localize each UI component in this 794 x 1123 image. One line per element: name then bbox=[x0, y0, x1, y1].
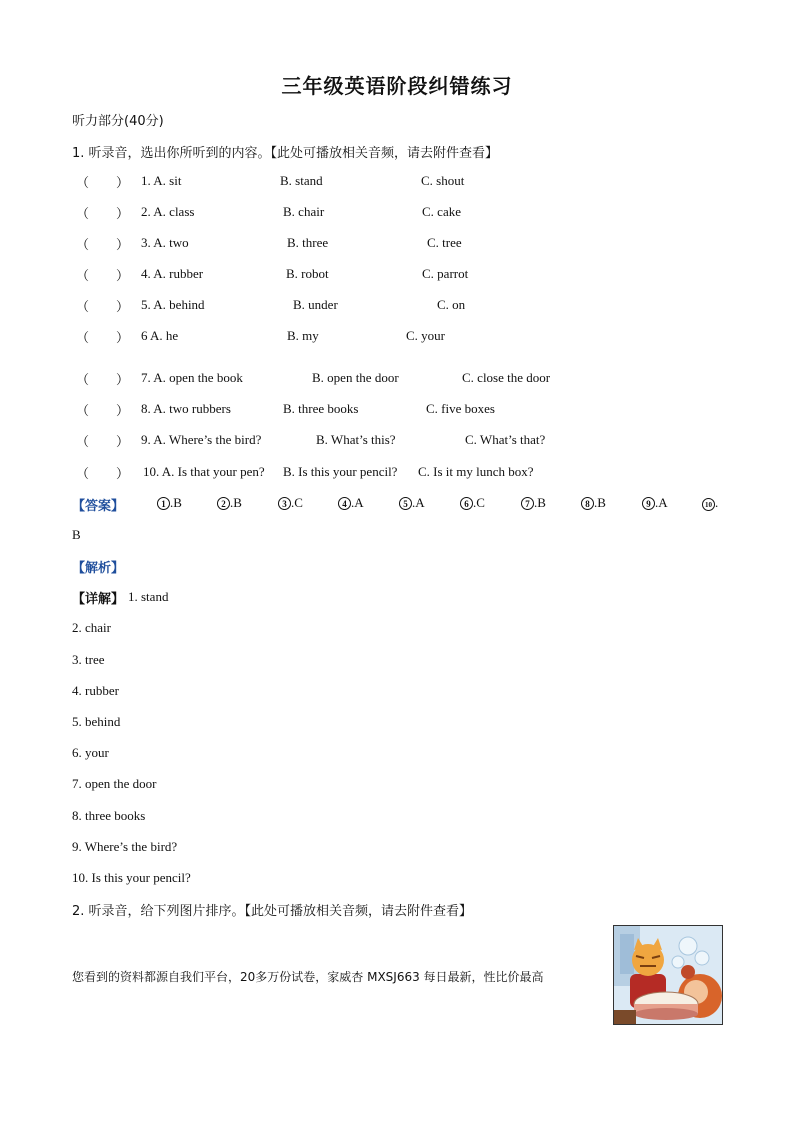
answer-paren-open: （ bbox=[76, 175, 90, 190]
answer-paren-open: （ bbox=[76, 268, 90, 283]
answer-paren-close: ） bbox=[116, 434, 130, 449]
detail-line: 4. rubber bbox=[72, 683, 119, 698]
option-c: C. tree bbox=[427, 235, 462, 250]
answer-paren-close: ） bbox=[116, 403, 130, 418]
option-a: 6 A. he bbox=[141, 328, 179, 343]
option-a: 5. A. behind bbox=[141, 297, 205, 312]
answer-item: 10 . bbox=[702, 495, 718, 511]
option-c: C. on bbox=[437, 297, 466, 312]
detail-line: 9. Where’s the bird? bbox=[72, 839, 178, 854]
answer-item: 5 .A bbox=[399, 495, 425, 511]
option-b: B. What’s this? bbox=[316, 432, 396, 447]
option-b: B. Is this your pencil? bbox=[283, 464, 398, 479]
detail-line: 6. your bbox=[72, 745, 109, 760]
answer-item: 1 .B bbox=[157, 495, 182, 511]
answer-paren-close: ） bbox=[116, 330, 130, 345]
answer-paren-close: ） bbox=[116, 372, 130, 387]
option-b: B. my bbox=[287, 328, 319, 343]
option-a: 10. A. Is that your pen? bbox=[143, 464, 265, 479]
answer-label: 【答案】 bbox=[72, 499, 125, 514]
option-c: C. cake bbox=[422, 204, 461, 219]
option-b: B. under bbox=[293, 297, 338, 312]
answer-paren-open: （ bbox=[76, 372, 90, 387]
answer-paren-close: ） bbox=[116, 299, 130, 314]
answer-item: 8 .B bbox=[581, 495, 606, 511]
detail-line: 1. stand bbox=[128, 589, 169, 604]
detail-line: 10. Is this your pencil? bbox=[72, 870, 191, 885]
option-c: C. parrot bbox=[422, 266, 469, 281]
detail-label: 【详解】 bbox=[72, 592, 125, 607]
answer-paren-open: （ bbox=[76, 403, 90, 418]
answer-paren-close: ） bbox=[116, 268, 130, 283]
cartoon-picture bbox=[613, 925, 723, 1025]
option-c: C. your bbox=[406, 328, 445, 343]
detail-line: 5. behind bbox=[72, 714, 121, 729]
answer-paren-open: （ bbox=[76, 466, 90, 481]
answer-item: 3 .C bbox=[278, 495, 303, 511]
option-c: C. What’s that? bbox=[465, 432, 546, 447]
footer-ad: 您看到的资料都源自我们平台，20多万份试卷，家威杏 MXSJ663 每日最新，性比价最高 bbox=[72, 970, 544, 984]
analysis-label: 【解析】 bbox=[72, 561, 125, 576]
option-c: C. shout bbox=[421, 173, 465, 188]
option-c: C. Is it my lunch box? bbox=[418, 464, 534, 479]
detail-line: 3. tree bbox=[72, 652, 105, 667]
option-c: C. close the door bbox=[462, 370, 551, 385]
option-a: 4. A. rubber bbox=[141, 266, 204, 281]
question-1-prompt: 1. 听录音，选出你所听到的内容。【此处可播放相关音频，请去附件查看】 bbox=[72, 146, 499, 161]
option-b: B. stand bbox=[280, 173, 323, 188]
answer-paren-close: ） bbox=[116, 175, 130, 190]
answer-paren-open: （ bbox=[76, 237, 90, 252]
detail-line: 2. chair bbox=[72, 620, 111, 635]
option-a: 9. A. Where’s the bird? bbox=[141, 432, 262, 447]
answer-item: 6 .C bbox=[460, 495, 485, 511]
cartoon-illustration bbox=[614, 926, 722, 1024]
answer-item: 9 .A bbox=[642, 495, 668, 511]
answer-paren-close: ） bbox=[116, 206, 130, 221]
option-a: 2. A. class bbox=[141, 204, 195, 219]
answer-paren-close: ） bbox=[116, 466, 130, 481]
answer-item: 2 .B bbox=[217, 495, 242, 511]
answer-paren-open: （ bbox=[76, 299, 90, 314]
answer-item: 7 .B bbox=[521, 495, 546, 511]
page-title: 三年级英语阶段纠错练习 bbox=[281, 74, 513, 98]
section-heading: 听力部分(40分) bbox=[72, 114, 164, 129]
answer-paren-open: （ bbox=[76, 434, 90, 449]
option-b: B. three bbox=[287, 235, 329, 250]
option-a: 8. A. two rubbers bbox=[141, 401, 231, 416]
answer-paren-open: （ bbox=[76, 330, 90, 345]
option-a: 7. A. open the book bbox=[141, 370, 243, 385]
answer-wrap: B bbox=[72, 527, 81, 542]
question-2-prompt: 2. 听录音，给下列图片排序。【此处可播放相关音频，请去附件查看】 bbox=[72, 904, 473, 919]
answer-item: 4 .A bbox=[338, 495, 364, 511]
detail-line: 7. open the door bbox=[72, 776, 157, 791]
option-b: B. three books bbox=[283, 401, 359, 416]
option-b: B. robot bbox=[286, 266, 329, 281]
option-a: 1. A. sit bbox=[141, 173, 182, 188]
answer-paren-close: ） bbox=[116, 237, 130, 252]
answer-paren-open: （ bbox=[76, 206, 90, 221]
detail-line: 8. three books bbox=[72, 808, 146, 823]
option-b: B. chair bbox=[283, 204, 325, 219]
option-b: B. open the door bbox=[312, 370, 399, 385]
option-a: 3. A. two bbox=[141, 235, 189, 250]
option-c: C. five boxes bbox=[426, 401, 495, 416]
